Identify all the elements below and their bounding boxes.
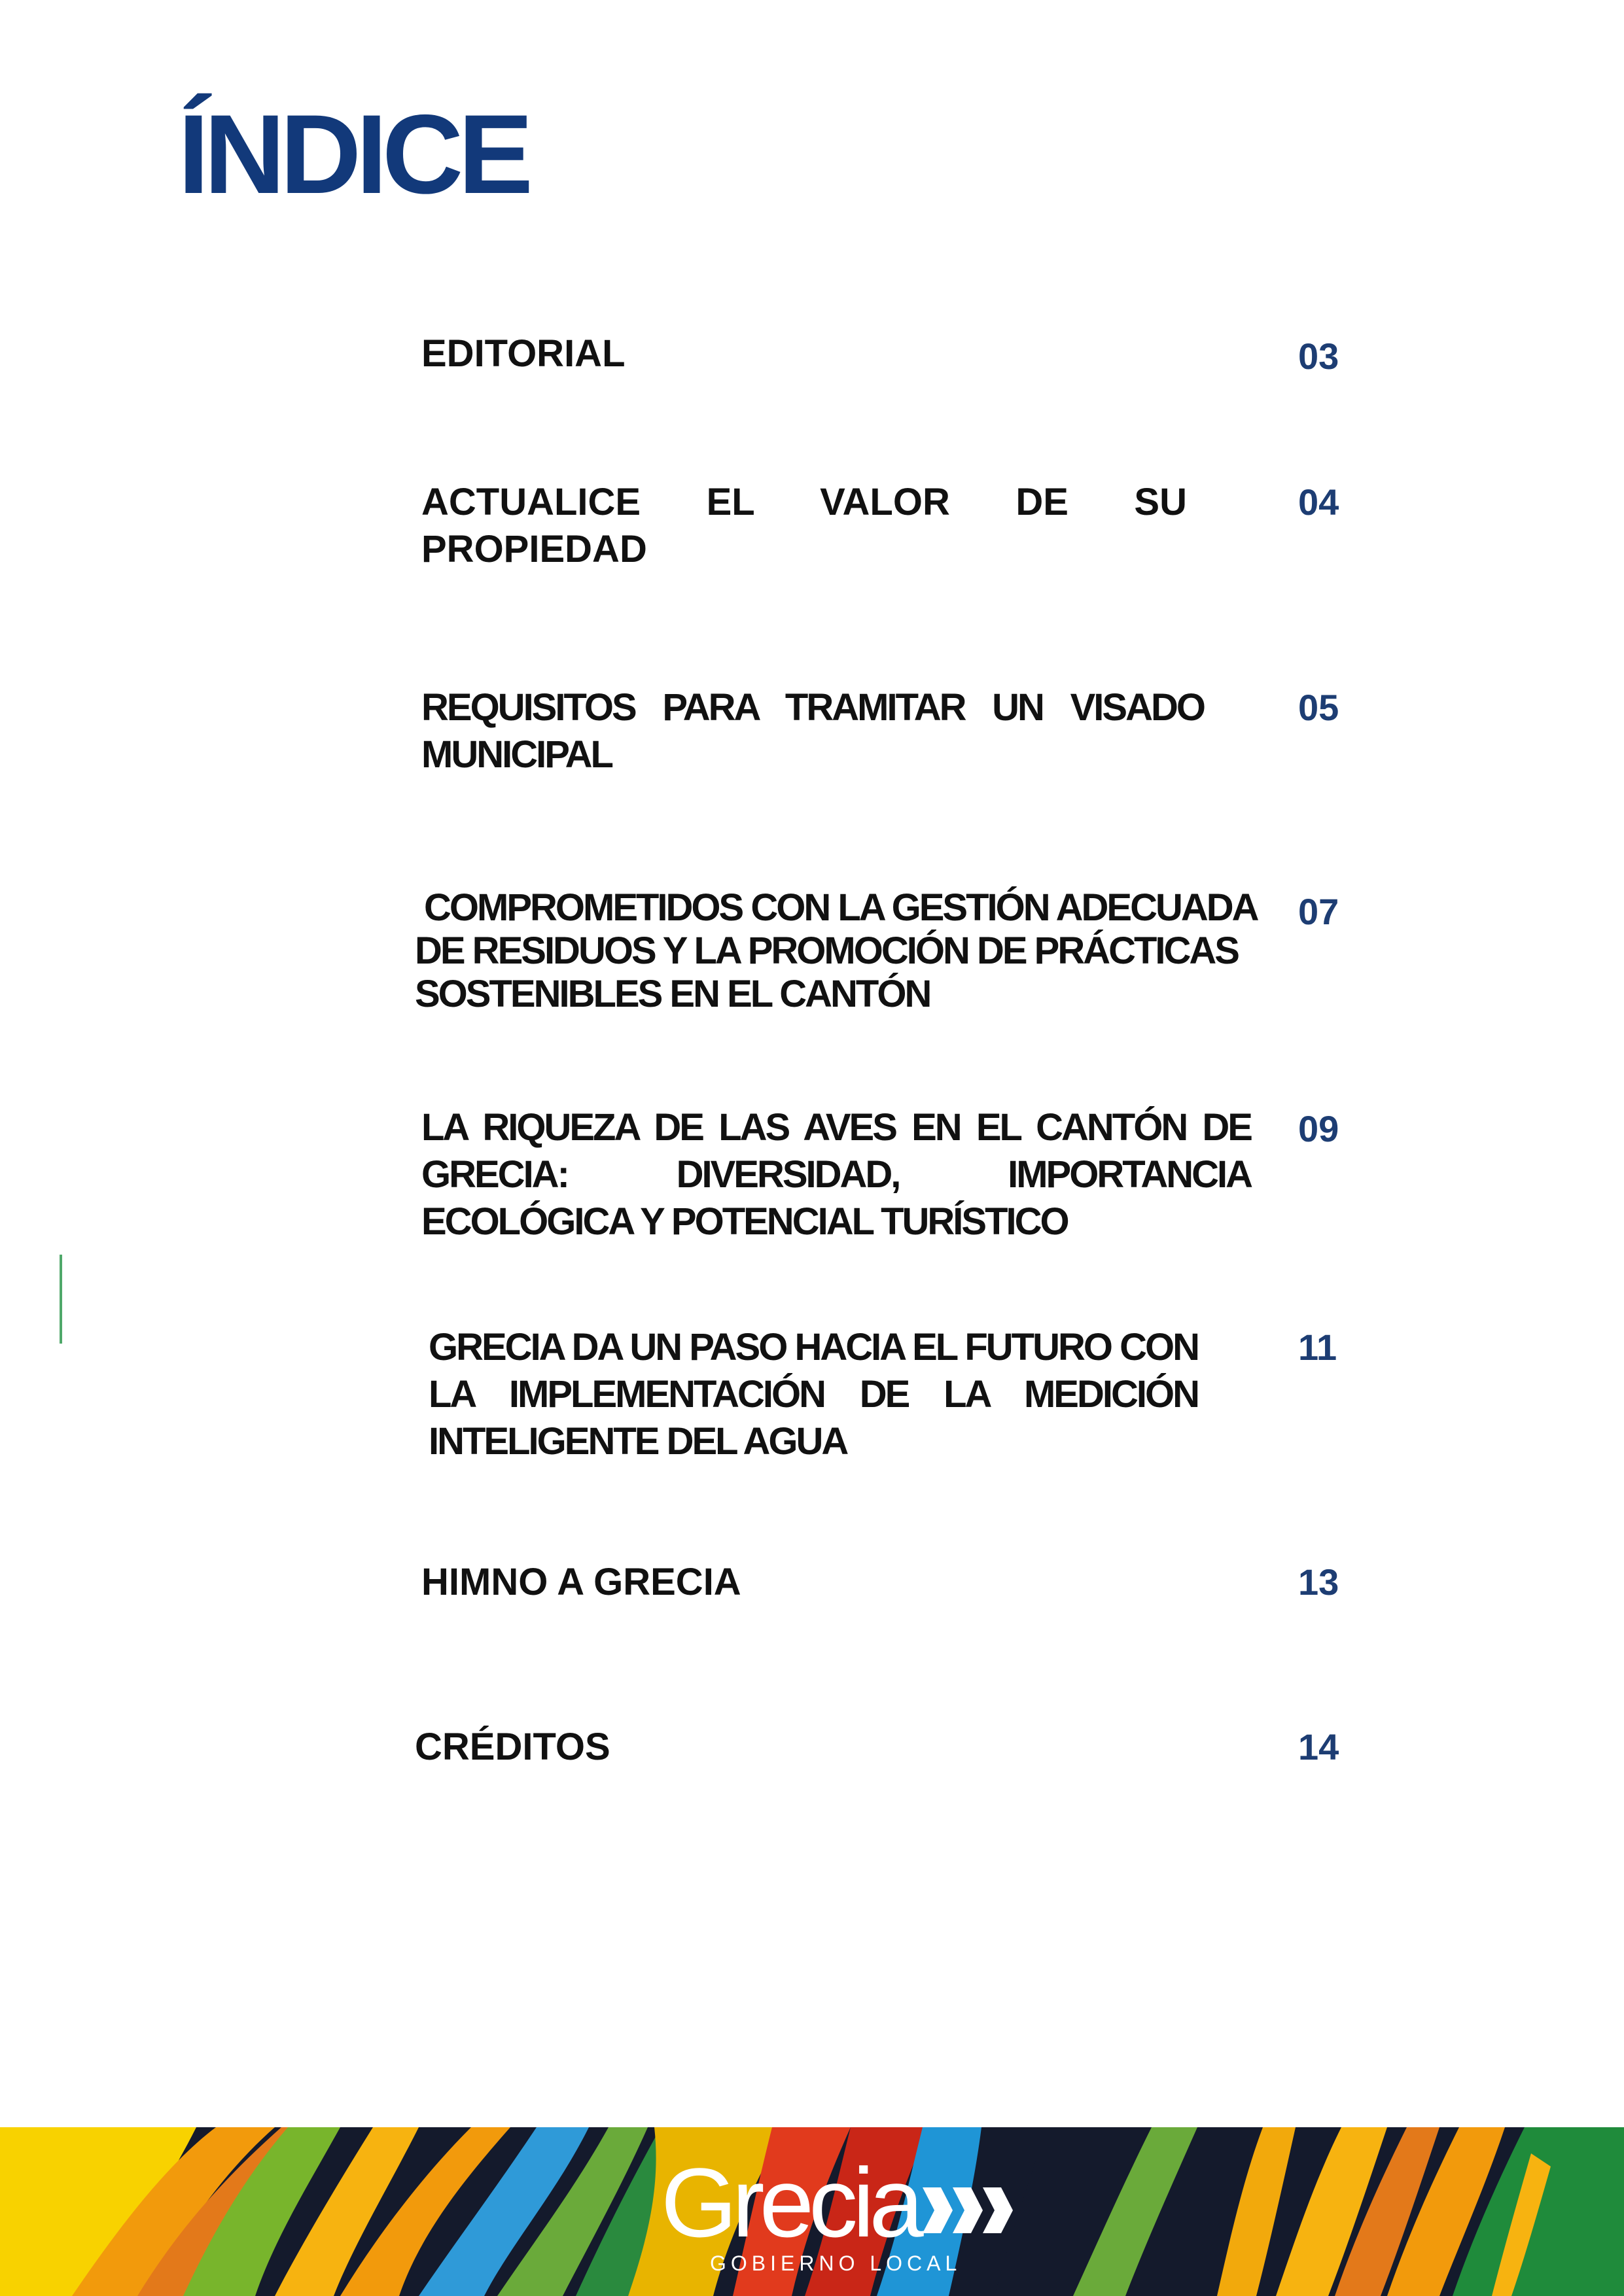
toc-entry-label: GRECIA DA UN PASO HACIA EL FUTURO CON LA IMPLEMENTACIÓN DE LA MEDICIÓN INTELIGENTE DEL AGUA xyxy=(429,1326,1198,1463)
toc-entry-page: 14 xyxy=(1298,1726,1339,1767)
logo-wordmark: Grecia xyxy=(661,2148,919,2257)
toc-entry-label: EDITORIAL xyxy=(421,332,626,375)
toc-entry-label: REQUISITOS PARA TRAMITAR UN VISADO MUNICIPAL xyxy=(421,686,1204,776)
toc-entry-page: 04 xyxy=(1298,481,1339,523)
logo-chevrons-icon xyxy=(923,2187,1014,2233)
toc-entry-label: COMPROMETIDOS CON LA GESTIÓN ADECUADA DE RESIDUOS Y LA PROMOCIÓN DE PRÁCTICAS SOSTENIBLES EN EL CANTÓN xyxy=(415,886,1256,1015)
footer-logo xyxy=(661,2148,1014,2284)
toc-entry-page: 13 xyxy=(1298,1561,1339,1603)
margin-mark xyxy=(60,1255,62,1344)
toc-entry-label: CRÉDITOS xyxy=(415,1726,610,1768)
logo-subtitle: GOBIERNO LOCAL xyxy=(710,2252,962,2275)
toc-entry-page: 03 xyxy=(1298,336,1339,377)
toc-entry-label: HIMNO A GRECIA xyxy=(421,1561,741,1603)
page-title: ÍNDICE xyxy=(178,92,528,217)
toc-entry-page: 07 xyxy=(1298,891,1339,932)
toc-entry-page: 11 xyxy=(1298,1327,1337,1368)
toc-entry-label: ACTUALICE EL VALOR DE SU PROPIEDAD xyxy=(421,481,1187,570)
toc-entry-page: 05 xyxy=(1298,687,1339,728)
toc-entry-page: 09 xyxy=(1298,1108,1339,1149)
footer-band xyxy=(0,2127,1624,2296)
toc-entry-label: LA RIQUEZA DE LAS AVES EN EL CANTÓN DE GRECIA: DIVERSIDAD, IMPORTANCIA ECOLÓGICA Y POTENCIAL TURÍSTICO xyxy=(421,1106,1251,1243)
